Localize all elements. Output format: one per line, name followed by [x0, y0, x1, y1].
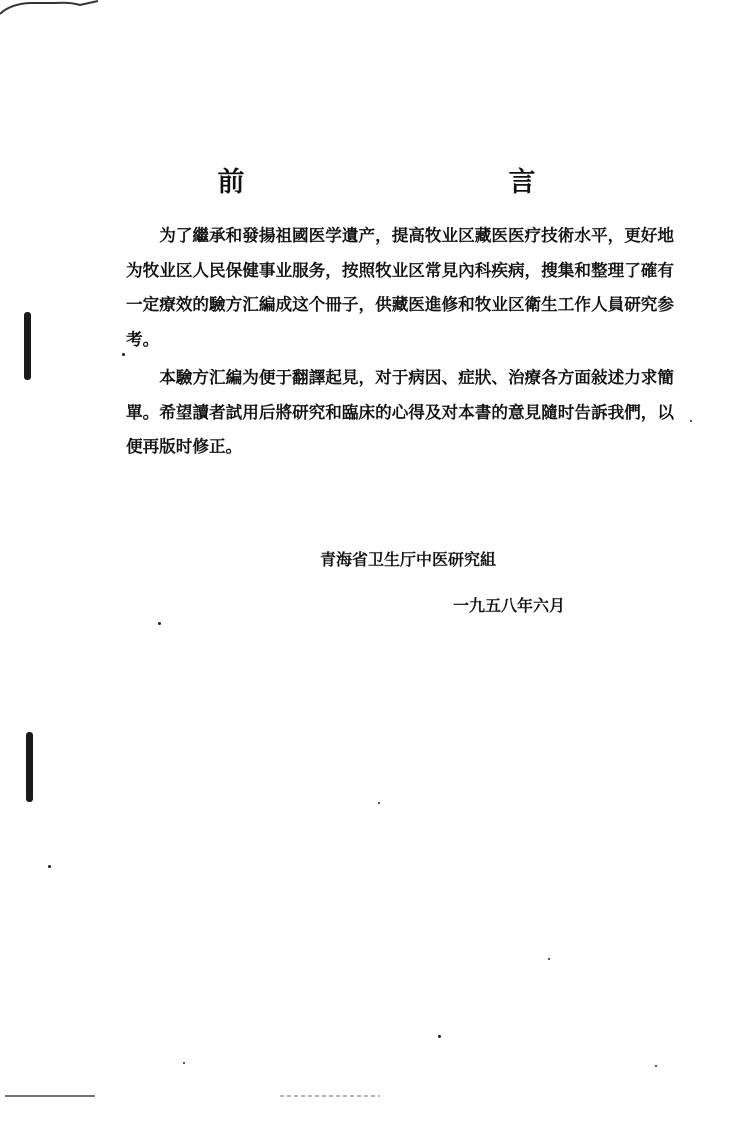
- scan-speck: [48, 865, 51, 868]
- scan-speck: [548, 958, 550, 960]
- scan-speck: [183, 1062, 185, 1064]
- scan-speck: [122, 353, 125, 356]
- scan-speck: [438, 1035, 441, 1038]
- binding-mark-lower: [26, 732, 33, 802]
- binding-mark-upper: [24, 312, 31, 380]
- scan-speck: [690, 420, 692, 422]
- scan-speck: [158, 622, 161, 625]
- scan-speck: [655, 1065, 657, 1067]
- body-text: [126, 218, 674, 464]
- author-signature: 青海省卫生厅中医研究組: [320, 550, 497, 569]
- publication-date: 一九五八年六月: [453, 596, 566, 615]
- scan-speck: [378, 802, 380, 804]
- scan-bottom-line: [0, 1090, 400, 1100]
- paragraph-1: 为了繼承和發揚祖國医学遺产，提高牧业区藏医医疗技術水平，更好地为牧业区人民保健事业服务，按照牧业区常見內科疾病，搜集和整理了確有一定療效的驗方汇編成这个冊子，供藏医進修和牧业区衛生工作人員研究参考。: [126, 225, 674, 349]
- paragraph-2: 本驗方汇編为便于翻譯起見，对于病因、症狀、治療各方面敍述力求簡單。希望讀者試用后將研究和臨床的心得及对本書的意見隨时告訴我們，以便再版时修正。: [126, 367, 674, 456]
- page-title: 前 言: [217, 167, 606, 198]
- scan-corner-smudge: [0, 0, 110, 20]
